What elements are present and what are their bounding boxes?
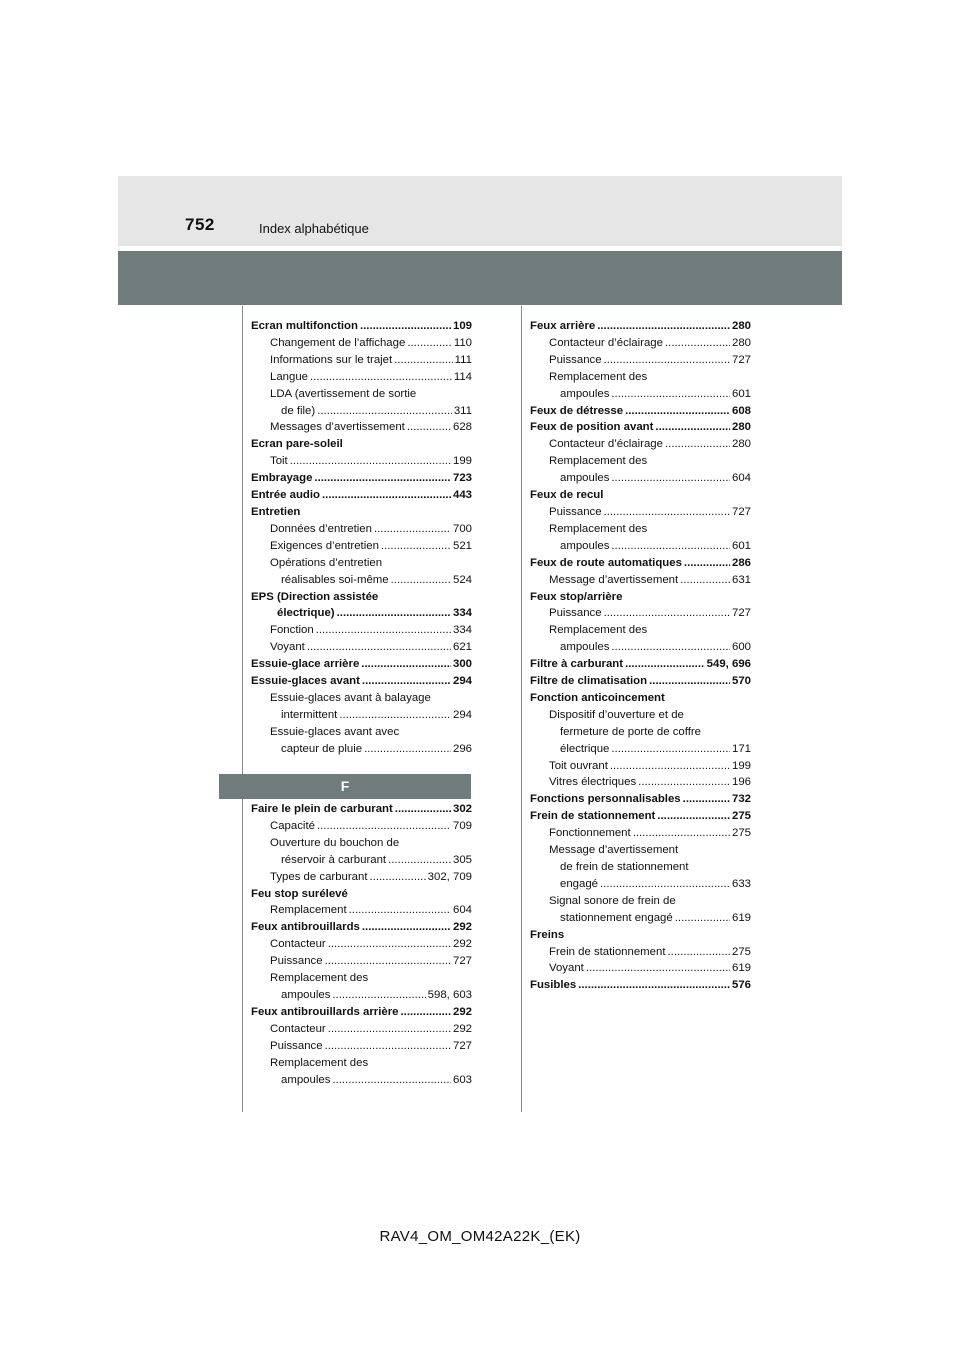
- index-entry-term: Feux de position avant: [530, 421, 654, 434]
- index-entry-term: Essuie-glace arrière: [251, 658, 360, 671]
- index-entry-page: 199: [452, 455, 472, 468]
- index-entry-page: 111: [454, 353, 472, 366]
- index-entry-page: 608: [731, 404, 751, 417]
- dot-leader: [328, 1021, 451, 1038]
- dot-leader: [407, 335, 452, 352]
- index-entry: [251, 987, 472, 1004]
- index-entry-page: 570: [731, 675, 751, 688]
- index-entry: [530, 605, 751, 622]
- index-entry: [251, 605, 472, 622]
- index-entry: [251, 369, 472, 386]
- dot-leader: [325, 953, 451, 970]
- section-title: Index alphabétique: [259, 221, 369, 236]
- index-entry-term: Frein de stationnement: [530, 810, 656, 823]
- column-divider-right: [521, 306, 522, 1112]
- index-entry: [251, 852, 472, 869]
- index-entry-term: Feux arrière: [530, 320, 596, 332]
- dot-leader: [675, 910, 730, 927]
- dot-leader: [668, 944, 730, 961]
- index-entry-page: 443: [452, 489, 472, 502]
- index-entry: [530, 960, 751, 977]
- index-entry-term: Contacteur: [270, 1022, 326, 1035]
- index-entry-term: Feux antibrouillards: [251, 921, 360, 934]
- index-entry: [251, 538, 472, 555]
- index-entry-term: Informations sur le trajet: [270, 353, 393, 366]
- index-entry: Feux stop/arrière: [530, 590, 623, 603]
- index-entry: [251, 335, 472, 352]
- dot-leader: [317, 403, 452, 420]
- index-entry: [530, 758, 751, 775]
- index-entry: Message d’avertissement: [549, 844, 679, 857]
- index-entry-term: Messages d’avertissement: [270, 421, 405, 434]
- dot-leader: [610, 758, 730, 775]
- dot-leader: [578, 977, 730, 994]
- section-letter-band: F: [219, 774, 471, 799]
- dot-leader: [370, 869, 426, 886]
- dot-leader: [649, 673, 730, 690]
- index-entry-page: 110: [453, 336, 472, 349]
- index-entry: [530, 335, 751, 352]
- index-entry: fermeture de porte de coffre: [560, 725, 701, 738]
- index-entry: [251, 352, 472, 369]
- index-entry: Remplacement des: [549, 522, 648, 535]
- index-entry: [251, 1072, 472, 1089]
- index-entry-term: électrique: [560, 742, 610, 755]
- index-entry-page: 196: [731, 776, 751, 789]
- dot-leader: [339, 707, 451, 724]
- index-entry-page: 619: [731, 911, 751, 924]
- index-entry: Fonction anticoincement: [530, 691, 665, 704]
- dot-leader: [388, 852, 451, 869]
- index-entry: [251, 741, 472, 758]
- dot-leader: [604, 605, 730, 622]
- index-entry-page: 199: [731, 759, 751, 772]
- column-divider-left: [242, 306, 243, 1112]
- index-entry: [530, 504, 751, 521]
- index-entry: [530, 656, 751, 673]
- index-entry-term: Changement de l’affichage: [270, 336, 406, 349]
- index-entry-term: Feux de route automatiques: [530, 556, 682, 569]
- index-entry-term: Vitres électriques: [549, 776, 637, 789]
- dot-leader: [586, 960, 730, 977]
- index-entry-page: 732: [731, 793, 751, 806]
- dot-leader: [374, 521, 451, 538]
- dot-leader: [364, 741, 451, 758]
- index-entry-page: 275: [731, 810, 751, 823]
- dot-leader: [332, 1072, 451, 1089]
- index-entry-page: 628: [452, 421, 472, 434]
- index-entry-term: Contacteur: [270, 938, 326, 951]
- index-entry-page: 598, 603: [427, 988, 472, 1001]
- index-entry: EPS (Direction assistée: [251, 590, 379, 603]
- index-entry-page: 109: [452, 320, 472, 332]
- index-entry: Opérations d’entretien: [270, 556, 383, 569]
- dot-leader: [638, 774, 730, 791]
- index-entry: Feu stop surélevé: [251, 887, 348, 900]
- dot-leader: [322, 487, 451, 504]
- index-entry-page: 709: [452, 819, 472, 832]
- index-entry-page: 727: [731, 505, 751, 518]
- index-entry: Ouverture du bouchon de: [270, 836, 400, 849]
- dot-leader: [395, 801, 451, 818]
- index-entry-page: 601: [731, 539, 751, 552]
- index-entry-term: Puissance: [549, 353, 602, 366]
- dot-leader: [665, 335, 730, 352]
- index-entry: [251, 1004, 472, 1021]
- index-entry: [530, 470, 751, 487]
- index-entry: [251, 818, 472, 835]
- index-entry: [251, 318, 472, 335]
- index-entry: [251, 902, 472, 919]
- dot-leader: [665, 436, 730, 453]
- dot-leader: [597, 318, 730, 335]
- index-entry-page: 700: [452, 522, 472, 535]
- index-entry: [251, 1038, 472, 1055]
- index-entry-page: 521: [452, 539, 472, 552]
- index-entry: [251, 403, 472, 420]
- index-entry-term: Puissance: [549, 505, 602, 518]
- index-entry-term: engagé: [560, 877, 599, 890]
- index-entry: [251, 953, 472, 970]
- index-entry-term: Embrayage: [251, 472, 313, 485]
- index-column-left-bottom: [251, 801, 472, 1088]
- index-entry: Essuie-glaces avant avec: [270, 725, 400, 738]
- dot-leader: [316, 622, 451, 639]
- dot-leader: [361, 656, 451, 673]
- dot-leader: [314, 470, 451, 487]
- index-entry-page: 280: [731, 336, 751, 349]
- index-entry-term: électrique): [277, 607, 335, 620]
- index-entry-term: Ecran multifonction: [251, 320, 358, 332]
- index-entry-term: capteur de pluie: [281, 742, 363, 755]
- index-entry-page: 524: [452, 573, 472, 586]
- index-entry-term: ampoules: [281, 1073, 331, 1086]
- index-entry-term: Types de carburant: [270, 870, 368, 883]
- index-entry-term: de file): [281, 404, 316, 417]
- index-entry-page: 601: [731, 387, 751, 400]
- dot-leader: [381, 538, 451, 555]
- index-entry: [251, 656, 472, 673]
- index-entry-term: Toit: [270, 455, 288, 468]
- index-entry-page: 114: [453, 370, 472, 383]
- index-entry: [530, 403, 751, 420]
- index-entry: [251, 919, 472, 936]
- dot-leader: [684, 555, 730, 572]
- index-entry-page: 294: [452, 708, 472, 721]
- dot-leader: [362, 673, 451, 690]
- index-entry-term: intermittent: [281, 708, 338, 721]
- index-entry: [251, 936, 472, 953]
- dot-leader: [655, 419, 730, 436]
- dot-leader: [604, 504, 730, 521]
- index-entry: LDA (avertissement de sortie: [270, 387, 417, 400]
- index-entry: Entretien: [251, 505, 301, 518]
- index-entry-term: Fusibles: [530, 979, 577, 992]
- index-entry-page: 171: [731, 742, 751, 755]
- index-entry-page: 603: [452, 1073, 472, 1086]
- index-entry-term: Filtre à carburant: [530, 658, 624, 671]
- index-entry: Remplacement des: [270, 972, 369, 985]
- dot-leader: [680, 572, 730, 589]
- index-entry: [530, 352, 751, 369]
- index-entry-term: Données d’entretien: [270, 522, 372, 535]
- index-entry-term: Contacteur d’éclairage: [549, 438, 663, 451]
- index-entry-page: 723: [452, 472, 472, 485]
- index-entry-page: 334: [452, 624, 472, 637]
- dot-leader: [633, 825, 730, 842]
- index-entry-term: Faire le plein de carburant: [251, 803, 393, 815]
- index-entry-term: Toit ouvrant: [549, 759, 608, 772]
- index-entry: [530, 555, 751, 572]
- index-entry-page: 275: [731, 827, 751, 840]
- dot-leader: [625, 403, 730, 420]
- index-entry-page: 300: [452, 658, 472, 671]
- index-entry-term: réalisables soi-même: [281, 573, 389, 586]
- header-dark-bar: [118, 251, 842, 305]
- page-number: 752: [185, 215, 215, 234]
- index-entry: [530, 386, 751, 403]
- index-entry-term: Puissance: [270, 955, 323, 968]
- dot-leader: [657, 808, 730, 825]
- index-entry: Ecran pare-soleil: [251, 438, 343, 451]
- dot-leader: [625, 656, 705, 673]
- index-entry-page: 619: [731, 962, 751, 975]
- dot-leader: [349, 902, 451, 919]
- dot-leader: [307, 639, 451, 656]
- index-entry-page: 549, 696: [706, 658, 751, 671]
- index-entry-term: Essuie-glaces avant: [251, 675, 360, 688]
- index-entry-page: 727: [731, 607, 751, 620]
- index-entry-term: stationnement engagé: [560, 911, 673, 924]
- dot-leader: [611, 470, 730, 487]
- dot-leader: [332, 987, 425, 1004]
- index-entry-term: Puissance: [549, 607, 602, 620]
- index-entry-term: Capacité: [270, 819, 315, 832]
- dot-leader: [290, 453, 451, 470]
- index-entry-page: 280: [731, 320, 751, 332]
- index-entry: [530, 825, 751, 842]
- dot-leader: [391, 572, 451, 589]
- index-entry: [251, 572, 472, 589]
- index-entry-page: 727: [731, 353, 751, 366]
- index-entry-page: 292: [452, 938, 472, 951]
- index-entry: Freins: [530, 928, 565, 941]
- index-entry: [530, 419, 751, 436]
- index-entry: [251, 470, 472, 487]
- dot-leader: [362, 919, 451, 936]
- index-entry-term: Contacteur d’éclairage: [549, 336, 663, 349]
- index-entry-page: 280: [731, 438, 751, 451]
- index-entry-page: 604: [731, 472, 751, 485]
- dot-leader: [611, 386, 730, 403]
- index-entry-term: ampoules: [560, 387, 610, 400]
- index-entry-term: ampoules: [560, 641, 610, 654]
- dot-leader: [401, 1004, 451, 1021]
- index-entry-page: 294: [452, 675, 472, 688]
- index-entry: [251, 673, 472, 690]
- index-entry: [251, 1021, 472, 1038]
- index-entry-page: 604: [452, 904, 472, 917]
- dot-leader: [328, 936, 451, 953]
- dot-leader: [611, 538, 730, 555]
- index-entry: [530, 538, 751, 555]
- index-entry: [251, 869, 472, 886]
- index-entry-term: Entrée audio: [251, 489, 320, 502]
- index-entry-term: Puissance: [270, 1039, 323, 1052]
- index-entry-page: 631: [731, 573, 751, 586]
- index-entry: [251, 419, 472, 436]
- index-entry-term: Exigences d’entretien: [270, 539, 379, 552]
- index-entry: Remplacement des: [549, 455, 648, 468]
- index-entry: [530, 910, 751, 927]
- index-entry-term: Feux de détresse: [530, 404, 624, 417]
- index-column-left-top: [251, 318, 472, 758]
- index-entry-term: Remplacement: [270, 904, 347, 917]
- index-entry: [530, 977, 751, 994]
- index-entry: de frein de stationnement: [560, 861, 689, 873]
- dot-leader: [337, 605, 451, 622]
- dot-leader: [611, 639, 730, 656]
- index-entry: [251, 801, 472, 818]
- index-entry: Feux de recul: [530, 489, 604, 502]
- index-entry-term: ampoules: [560, 539, 610, 552]
- index-column-right: [530, 318, 751, 994]
- index-entry-page: 727: [452, 955, 472, 968]
- index-entry: Remplacement des: [549, 370, 648, 383]
- index-entry-term: Langue: [270, 370, 309, 383]
- index-entry-term: Fonctions personnalisables: [530, 793, 681, 806]
- index-entry-page: 280: [731, 421, 751, 434]
- index-entry: [530, 791, 751, 808]
- index-entry: [530, 741, 751, 758]
- index-entry-page: 621: [452, 641, 472, 654]
- index-entry-term: ampoules: [281, 988, 331, 1001]
- index-entry: Signal sonore de frein de: [549, 894, 676, 907]
- index-entry-term: réservoir à carburant: [281, 853, 387, 866]
- index-entry: Dispositif d’ouverture et de: [549, 708, 684, 721]
- index-entry-page: 275: [731, 945, 751, 958]
- index-entry: [251, 487, 472, 504]
- index-entry-term: Voyant: [549, 962, 584, 975]
- header-band: [118, 176, 842, 246]
- dot-leader: [407, 419, 451, 436]
- index-entry-page: 305: [452, 853, 472, 866]
- index-entry: [530, 774, 751, 791]
- dot-leader: [604, 352, 730, 369]
- dot-leader: [325, 1038, 451, 1055]
- dot-leader: [317, 818, 451, 835]
- index-entry-page: 311: [453, 404, 472, 417]
- index-entry: [530, 673, 751, 690]
- dot-leader: [683, 791, 730, 808]
- index-entry-term: Voyant: [270, 641, 305, 654]
- index-entry-page: 334: [452, 607, 472, 620]
- index-entry: [251, 453, 472, 470]
- index-entry-page: 600: [731, 641, 751, 654]
- index-entry-page: 292: [452, 1005, 472, 1018]
- index-entry-term: Fonction: [270, 624, 314, 637]
- footer-document-code: RAV4_OM_OM42A22K_(EK): [379, 1228, 581, 1245]
- dot-leader: [611, 741, 730, 758]
- index-entry: [530, 808, 751, 825]
- index-entry: Remplacement des: [549, 624, 648, 637]
- index-entry-page: 302: [452, 803, 472, 815]
- index-entry: [251, 521, 472, 538]
- index-entry: Essuie-glaces avant à balayage: [270, 691, 431, 704]
- index-entry: [530, 944, 751, 961]
- index-entry-page: 292: [452, 921, 472, 934]
- index-entry: [530, 436, 751, 453]
- dot-leader: [600, 876, 730, 893]
- index-entry: [251, 707, 472, 724]
- index-entry: [530, 639, 751, 656]
- index-entry-page: 576: [731, 979, 751, 992]
- index-entry: Remplacement des: [270, 1056, 369, 1069]
- index-entry: [251, 639, 472, 656]
- index-entry-term: ampoules: [560, 472, 610, 485]
- index-entry: [530, 572, 751, 589]
- index-entry-page: 727: [452, 1039, 472, 1052]
- index-entry-term: Frein de stationnement: [549, 945, 666, 958]
- index-entry-term: Fonctionnement: [549, 827, 631, 840]
- index-entry: [530, 876, 751, 893]
- index-entry-page: 292: [452, 1022, 472, 1035]
- dot-leader: [310, 369, 452, 386]
- index-entry-page: 633: [731, 877, 751, 890]
- index-entry: [530, 318, 751, 335]
- index-entry-page: 302, 709: [427, 870, 472, 883]
- dot-leader: [360, 318, 451, 335]
- dot-leader: [394, 352, 452, 369]
- index-entry-page: 296: [452, 742, 472, 755]
- index-entry: [251, 622, 472, 639]
- index-entry-page: 286: [731, 556, 751, 569]
- index-entry-term: Feux antibrouillards arrière: [251, 1005, 399, 1018]
- index-entry-term: Filtre de climatisation: [530, 675, 648, 688]
- index-entry-term: Message d’avertissement: [549, 573, 679, 586]
